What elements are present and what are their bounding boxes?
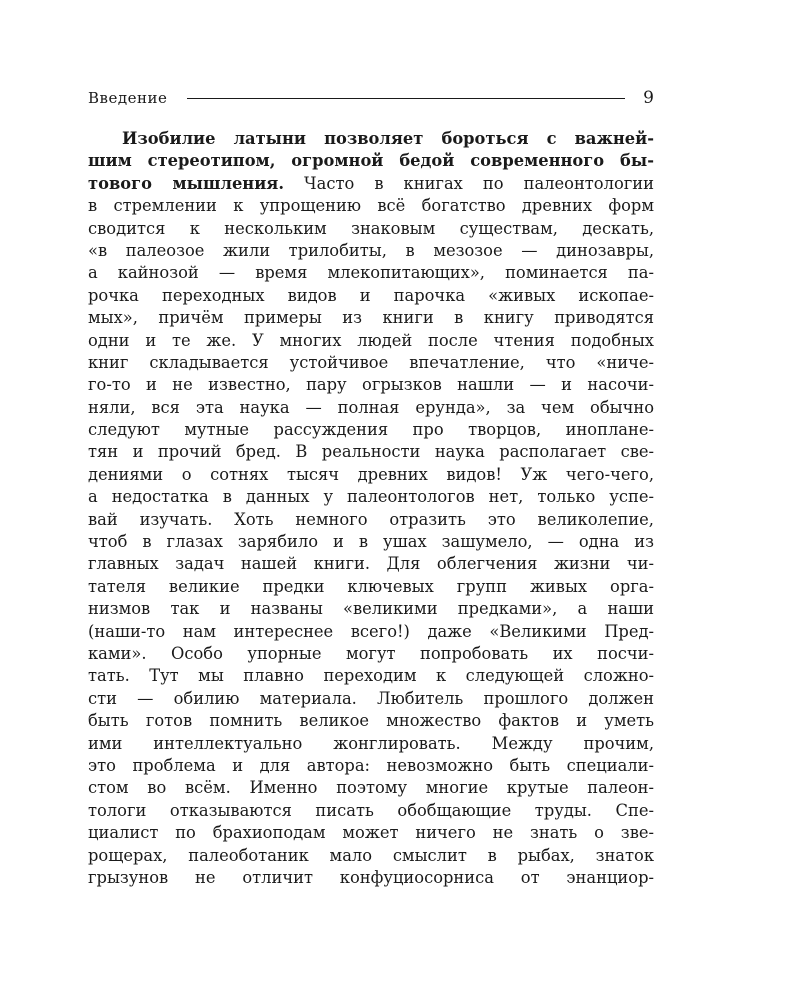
text-line [88, 441, 654, 463]
text-line [88, 845, 654, 867]
body-text-span: одни и те же. У многих людей после чтения подобных [88, 330, 654, 350]
body-text-span: тологи отказываются писать обобщающие труды. Спе- [88, 800, 654, 820]
text-line [88, 419, 654, 441]
text-line [88, 173, 654, 195]
text-line [88, 777, 654, 799]
body-text-span: главных задач нашей книги. Для облегчения жизни чи- [88, 554, 654, 574]
text-line [88, 150, 654, 172]
text-line [88, 128, 654, 150]
body-text-span: стом во всём. Именно поэтому многие крутые палеон- [88, 778, 654, 798]
text-line [88, 576, 654, 598]
body-text-span: ими интеллектуально жонглировать. Между прочим, [88, 733, 654, 753]
body-text-span: в стремлении к упрощению всё богатство древних форм [88, 196, 654, 216]
body-text-span: го-то и не известно, пару огрызков нашли — и насочи- [88, 375, 654, 395]
body-text-span: тателя великие предки ключевых групп живых орга- [88, 576, 654, 596]
text-line [88, 486, 654, 508]
body-text-span: книг складывается устойчивое впечатление, что «ниче- [88, 352, 654, 372]
text-line [88, 330, 654, 352]
body-text-span: низмов так и названы «великими предками», а наши [88, 599, 654, 619]
body-text-span: а кайнозой — время млекопитающих», поминается па- [88, 263, 654, 283]
body-text-span: следуют мутные рассуждения про творцов, инопланe- [88, 420, 654, 440]
text-line [88, 218, 654, 240]
text-line [88, 710, 654, 732]
body-text-span: дениями о сотнях тысяч древних видов! Уж чего-чего, [88, 464, 654, 484]
body-text-span: рощерах, палеоботаник мало смыслит в рыбах, знаток [88, 845, 654, 865]
section-title: Введение [88, 89, 168, 107]
body-text-span: это проблема и для автора: невозможно быть специали- [88, 755, 654, 775]
text-line [88, 733, 654, 755]
body-text-span: тать. Тут мы плавно переходим к следующей сложно- [88, 666, 654, 686]
bold-lead-text: Изобилие латыни позволяет бороться с важней- [122, 129, 654, 148]
text-line [88, 665, 654, 687]
text-line [88, 643, 654, 665]
body-text-span: а недостатка в данных у палеонтологов нет, только успе- [88, 487, 654, 507]
bold-lead-text: тового мышления. [88, 173, 284, 193]
text-line [88, 621, 654, 643]
text-line [88, 688, 654, 710]
header-rule [187, 98, 625, 99]
text-line [88, 262, 654, 284]
text-line [88, 195, 654, 217]
text-line [88, 509, 654, 531]
body-text-span: (наши-то нам интереснее всего!) даже «Великими Пред- [88, 621, 654, 641]
body-text-span: вай изучать. Хоть немного отразить это великолепие, [88, 509, 654, 529]
body-paragraph [88, 128, 654, 889]
body-text-span: Часто в книгах по палеонтологии [284, 173, 654, 193]
text-line [88, 553, 654, 575]
text-line [88, 531, 654, 553]
text-line [88, 822, 654, 844]
text-line [88, 240, 654, 262]
body-text-span: сводится к нескольким знаковым существам, дескать, [88, 218, 654, 238]
text-line [88, 800, 654, 822]
text-line [88, 867, 654, 889]
text-line [88, 464, 654, 486]
running-head [88, 86, 654, 110]
body-text-span: тян и прочий бред. В реальности наука располагает све- [88, 442, 654, 462]
body-text-span: сти — обилию материала. Любитель прошлого должен [88, 688, 654, 708]
body-text-span: грызунов не отличит конфуциосорниса от энанциор- [88, 867, 654, 887]
body-text-span: ками». Особо упорные могут попробовать их посчи- [88, 643, 654, 663]
text-line [88, 374, 654, 396]
body-text-span: няли, вся эта наука — полная ерунда», за чем обычно [88, 397, 654, 417]
text-line [88, 285, 654, 307]
body-text-span: «в палеозое жили трилобиты, в мезозое — динозавры, [88, 240, 654, 260]
text-line [88, 307, 654, 329]
body-text-span: чтоб в глазах зарябило и в ушах зашумело, — одна из [88, 532, 654, 552]
body-text-span: мых», причём примеры из книги в книгу приводятся [88, 308, 654, 328]
text-line [88, 755, 654, 777]
text-line [88, 352, 654, 374]
text-line [88, 397, 654, 419]
body-text-span: рочка переходных видов и парочка «живых ископае- [88, 285, 654, 305]
text-line [88, 598, 654, 620]
page-number: 9 [643, 88, 654, 108]
body-text-span: циалист по брахиоподам может ничего не знать о зве- [88, 823, 654, 843]
bold-lead-text: шим стереотипом, огромной бедой современного бы- [88, 151, 654, 171]
body-text-span: быть готов помнить великое множество фактов и уметь [88, 711, 654, 731]
